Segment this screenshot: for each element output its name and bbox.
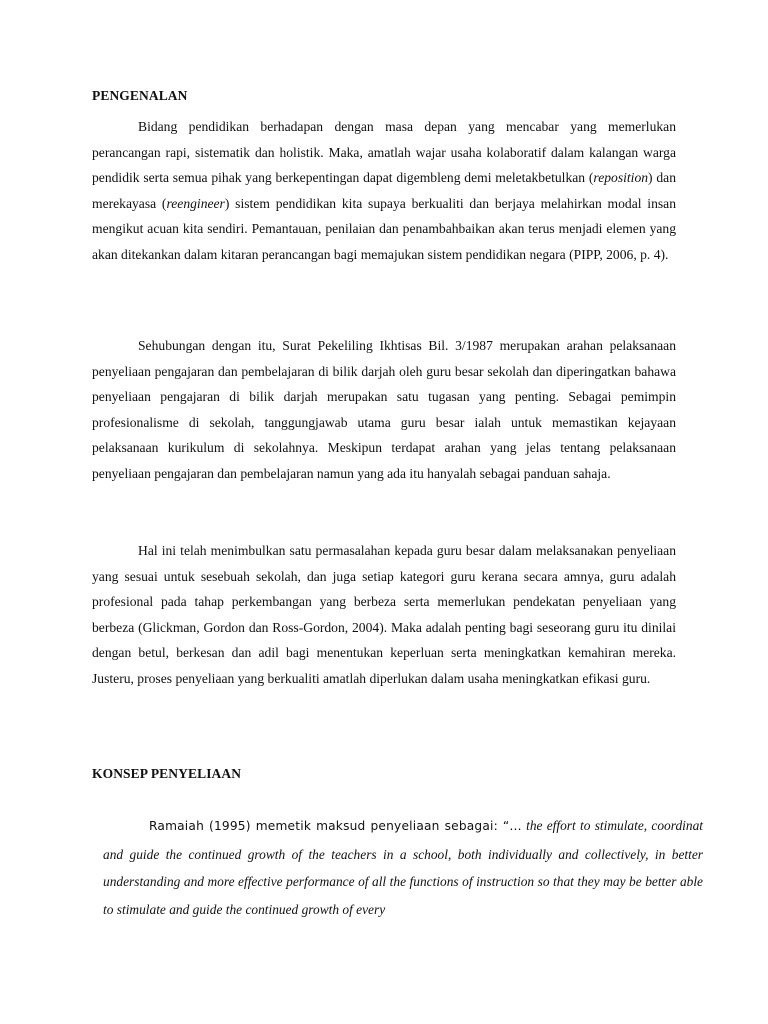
paragraph-3: Hal ini telah menimbulkan satu permasalahan kepada guru besar dalam melaksanakan penyeliaan yang sesuai untuk sesebuah sekolah, dan juga setiap kategori guru kerana secara amnya, guru adalah profesional pada tahap perkembangan yang berbeza serta memerlukan pendekatan penyeliaan yang berbeza (Glickman, Gordon dan Ross-Gordon, 2004). Maka adalah penting bagi seseorang guru itu dinilai dengan betul, berkesan dan adil bagi menentukan keperluan serta meningkatkan kemahiran mereka. Justeru, proses penyeliaan yang berkualiti amatlah diperlukan dalam usaha meningkatkan efikasi guru. bbox=[92, 543, 676, 686]
heading-pengenalan: PENGENALAN bbox=[92, 88, 188, 103]
paragraph-2: Sehubungan dengan itu, Surat Pekeliling Ikhtisas Bil. 3/1987 merupakan arahan pelaksanaan penyeliaan pengajaran dan pembelajaran di bilik darjah oleh guru besar sekolah dan diperingatkan bahawa penyeliaan pengajaran di bilik darjah merupakan satu tugasan yang penting. Sebagai pemimpin profesionalisme di sekolah, tanggungjawab utama guru besar ialah untuk memastikan kejayaan pelaksanaan kurikulum di sekolahnya. Meskipun terdapat arahan yang jelas tentang pelaksanaan penyeliaan pengajaran dan pembelajaran namun yang ada itu hanyalah sebagai panduan sahaja. bbox=[92, 338, 676, 481]
paragraph-1 bbox=[92, 114, 676, 268]
paragraph-1-text-c: ) sistem pendidikan kita supaya berkualiti dan berjaya melahirkan modal insan mengikut acuan kita sendiri. Pemantauan, penilaian dan penambahbaikan akan terus menjadi elemen yang akan ditekankan dalam kitaran perancangan bagi memajukan sistem pendidikan negara (PIPP, 2006, p. 4). bbox=[92, 195, 677, 262]
paragraph-1-text-b: ) dan merekayasa ( bbox=[92, 170, 676, 211]
quote-lead: Ramaiah (1995) memetik maksud penyeliaan sebagai: “… bbox=[149, 819, 522, 833]
quote-paragraph bbox=[103, 812, 703, 923]
paragraph-1-text-a: Bidang pendidikan berhadapan dengan masa depan yang mencabar yang memerlukan perancangan rapi, sistematik dan holistik. Maka, amatlah wajar usaha kolaboratif dalam kalangan warga pendidik serta semua pihak yang berkepentingan dapat digembleng demi meletakbetulkan ( bbox=[92, 119, 676, 186]
heading-konsep-penyeliaan: KONSEP PENYELIAAN bbox=[92, 766, 242, 781]
term-reposition: reposition bbox=[593, 170, 649, 186]
term-reengineer: reengineer bbox=[166, 195, 225, 211]
quote-text: the effort to stimulate, coordinat and guide the continued growth of the teachers in a school, both individually and collectively, in better understanding and more effective performance of all the functions of instruction so that they may be better able to stimulate and guide the continued growth of every bbox=[103, 818, 703, 917]
